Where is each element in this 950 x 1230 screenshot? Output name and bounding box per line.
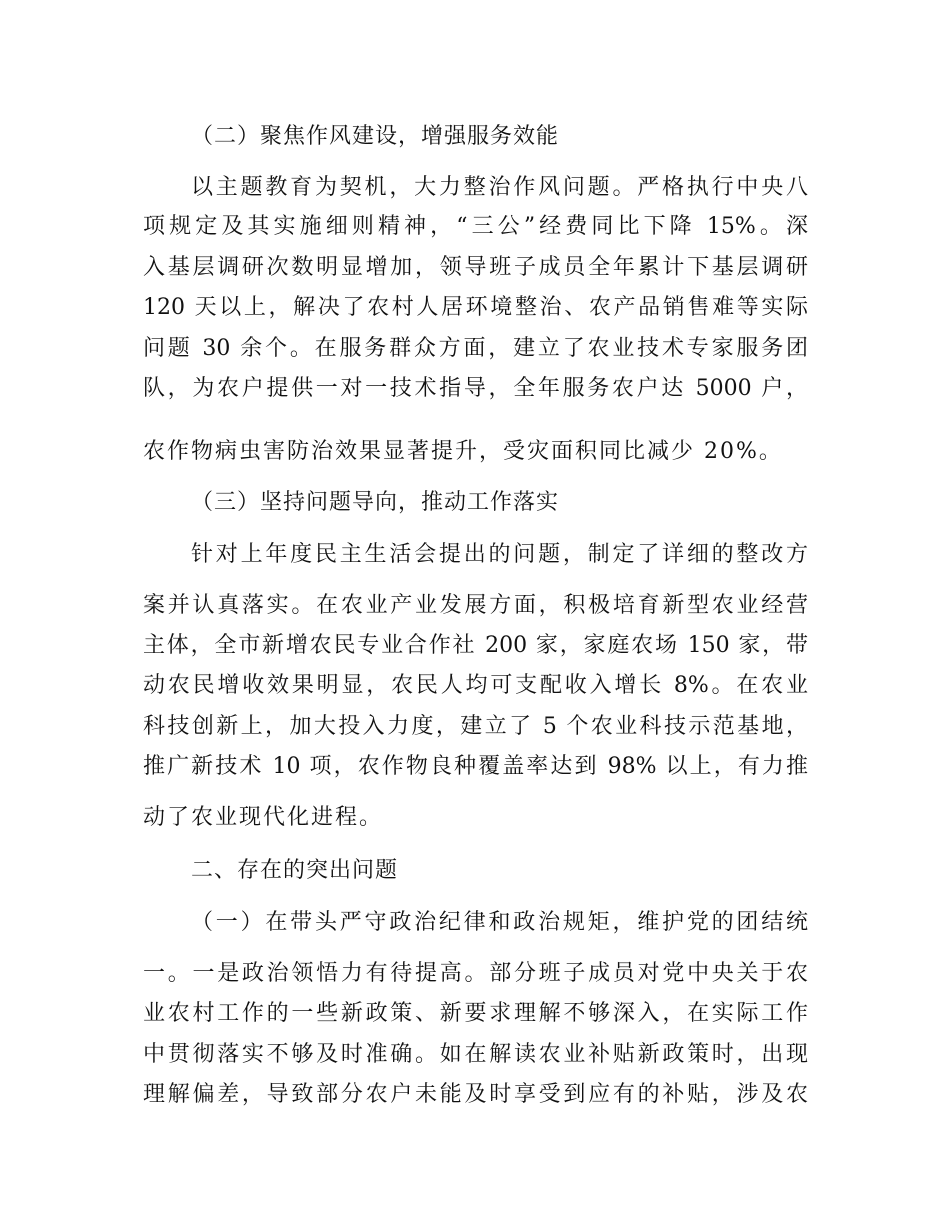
paragraph-line: 动了农业现代化进程。 <box>143 805 384 830</box>
paragraph-line: 理解偏差，导致部分农户未能及时享受到应有的补贴，涉及农 <box>143 1082 808 1107</box>
paragraph-line: 项规定及其实施细则精神，“三公”经费同比下降 15%。深 <box>143 214 808 239</box>
paragraph-line: 针对上年度民主生活会提出的问题，制定了详细的整改方 <box>191 542 808 567</box>
subsection-heading-3: （三）坚持问题导向，推动工作落实 <box>191 490 560 515</box>
paragraph-line: 动农民增收效果明显，农民人均可支配收入增长 8%。在农业 <box>143 673 808 698</box>
paragraph-line: （一）在带头严守政治纪律和政治规矩，维护党的团结统 <box>191 910 808 935</box>
paragraph-line: 入基层调研次数明显增加，领导班子成员全年累计下基层调研 <box>143 255 808 280</box>
subsection-heading-2: （二）聚焦作风建设，增强服务效能 <box>191 124 560 149</box>
section-title-2: 二、存在的突出问题 <box>191 858 399 883</box>
paragraph-line: 科技创新上，加大投入力度，建立了 5 个农业科技示范基地， <box>143 714 808 739</box>
paragraph-line: 案并认真落实。在农业产业发展方面，积极培育新型农业经营 <box>143 593 808 618</box>
paragraph-line: 推广新技术 10 项，农作物良种覆盖率达到 98% 以上，有力推 <box>143 754 808 779</box>
paragraph-line: 以主题教育为契机，大力整治作风问题。严格执行中央八 <box>191 175 808 200</box>
paragraph-line: 一。一是政治领悟力有待提高。部分班子成员对党中央关于农 <box>143 961 808 986</box>
paragraph-line: 主体，全市新增农民专业合作社 200 家，家庭农场 150 家，带 <box>143 633 808 658</box>
paragraph-line: 业农村工作的一些新政策、新要求理解不够深入，在实际工作 <box>143 1001 808 1026</box>
paragraph-line: 农作物病虫害防治效果显著提升，受灾面积同比减少 20%。 <box>143 439 783 464</box>
paragraph-line: 队，为农户提供一对一技术指导，全年服务农户达 5000 户， <box>143 376 808 401</box>
paragraph-line: 问题 30 余个。在服务群众方面，建立了农业技术专家服务团 <box>143 336 808 361</box>
paragraph-line: 120 天以上，解决了农村人居环境整治、农产品销售难等实际 <box>143 295 808 320</box>
paragraph-line: 中贯彻落实不够及时准确。如在解读农业补贴新政策时，出现 <box>143 1042 808 1067</box>
